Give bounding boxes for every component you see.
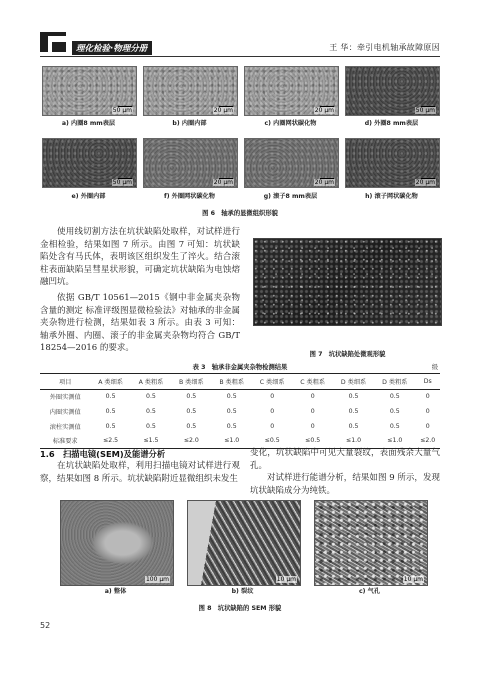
table-cell: ≤0.5 [264, 437, 280, 445]
paragraph-sem-continued-line1: 变化，坑状缺陷中可见大量裂纹，表面残余大量气孔。 [250, 448, 440, 471]
table-cell: ≤1.0 [346, 437, 362, 445]
paragraph-sem-continued [250, 447, 440, 497]
page-number: 52 [40, 621, 51, 630]
table-cell: 0.5 [348, 393, 359, 401]
table-cell: 0.5 [226, 422, 237, 430]
micrograph-c-caption: c) 内圈网状碳化物 [264, 120, 317, 127]
col-d-fine: D 类细系 [340, 378, 367, 386]
sem-caption-a: a) 整体 [104, 588, 127, 595]
col-b-fine: B 类细系 [178, 378, 204, 386]
table-cell: 0.5 [146, 393, 156, 401]
table-cell: 0 [310, 407, 315, 415]
table-cell: ≤1.0 [387, 437, 403, 445]
running-title: 王 华：牵引电机轴承故障原因 [329, 43, 440, 52]
table-cell: 0 [425, 422, 430, 430]
micrograph-b: 20 μm [143, 66, 238, 116]
micrograph-h: 20 μm [345, 138, 440, 188]
table-cell: 0.5 [226, 393, 237, 401]
col-a-coarse: A 类粗系 [138, 378, 164, 386]
col-b-coarse: B 类粗系 [219, 378, 245, 386]
col-a-fine: A 类细系 [98, 378, 123, 386]
table-cell: ≤0.5 [305, 437, 321, 445]
col-c-coarse: C 类粗系 [300, 378, 326, 386]
table-cell: 外圈实测值 [49, 394, 81, 402]
header-rule [40, 56, 440, 57]
table-cell: 0.5 [186, 422, 197, 430]
table-cell: 0.5 [186, 407, 197, 415]
table-cell: ≤2.0 [420, 437, 436, 445]
col-d-coarse: D 类粗系 [382, 378, 408, 386]
sem-caption-c: c) 气孔 [358, 588, 381, 595]
sem-image-crack: 10 μm [187, 500, 301, 586]
table-cell: 0 [270, 422, 275, 430]
column-tag: 理化检验·物理分册 [72, 41, 152, 55]
figure8-caption: 图 8 坑状缺陷的 SEM 形貌 [198, 605, 282, 612]
paragraph-eds: 对试样进行能谱分析，结果如图 9 所示，发现坑状缺陷成分为纯铁。 [250, 473, 440, 496]
micrograph-b-caption: b) 内圈内部 [172, 120, 207, 127]
table-cell: 0.5 [389, 422, 400, 430]
table-cell: 0.5 [105, 422, 116, 430]
paragraph-inclusions: 依据 GB/T 10561—2015《钢中非金属夹杂物含量的测定 标准评级图显微检验法》对轴承的非金属夹杂物进行检测，结果如表 3 所示。由表 3 可知：轴承外圈、内圈、滚子的非金属夹杂物均符合 GB/T 18254—2016 的要求。 [40, 293, 240, 354]
micrograph-h-caption: h) 滚子网状碳化物 [365, 193, 418, 200]
sem-caption-b: b) 裂纹 [231, 588, 254, 595]
table3-unit: 级 [431, 364, 438, 371]
sem-image-overall: 100 μm [60, 500, 174, 586]
table-cell: 0.5 [389, 393, 400, 401]
micrograph-e-caption: e) 外圈内部 [71, 193, 106, 200]
paragraph-metallography: 使用线切割方法在坑状缺陷处取样，对试样进行金相检验，结果如图 7 所示。由图 7 可知：坑状缺陷处含有马氏体，表明该区组织发生了淬火。结合滚柱表面缺陷呈彗星状形貌，可确定坑状缺陷为电蚀熔融凹坑。 [40, 227, 240, 288]
micrograph-d-caption: d) 外圈8 mm表层 [364, 120, 419, 127]
table-cell: 0.5 [105, 407, 116, 415]
table-cell: 0.5 [348, 422, 359, 430]
table-row [40, 404, 440, 419]
figure7-micrograph [253, 238, 442, 326]
table-cell: 0 [310, 393, 315, 401]
table-cell: 0 [425, 393, 430, 401]
table-row [40, 389, 440, 404]
table-cell: 0 [310, 422, 315, 430]
figure6-caption: 图 6 轴承的显微组织形貌 [202, 210, 278, 217]
col-c-fine: C 类细系 [259, 378, 285, 386]
table-cell: 滚柱实测值 [49, 423, 81, 431]
micrograph-e: 50 μm [42, 138, 137, 188]
table-row [40, 419, 440, 434]
sem-image-pore: 10 μm [314, 500, 428, 586]
micrograph-a-caption: a) 内圈8 mm表层 [61, 120, 116, 127]
paragraph-sem: 在坑状缺陷处取样，利用扫描电镜对试样进行观察，结果如图 8 所示。坑状缺陷附近显微组织未发生 [40, 461, 240, 484]
table3 [40, 373, 440, 449]
section-heading-sem: 1.6 扫描电镜(SEM)及能谱分析 [40, 449, 166, 459]
table-cell: ≤1.0 [224, 437, 240, 445]
table-cell: ≤2.0 [183, 437, 199, 445]
micrograph-d: 50 μm [345, 66, 440, 116]
table-cell: 0.5 [105, 393, 116, 401]
col-item: 项目 [59, 378, 72, 386]
micrograph-a: 50 μm [42, 66, 137, 116]
table-cell: 0 [270, 407, 275, 415]
table-cell: 0.5 [146, 422, 156, 430]
micrograph-g: 20 μm [244, 138, 339, 188]
table-cell: ≤1.5 [143, 437, 159, 445]
table-cell: 0.5 [348, 407, 359, 415]
table-cell: 内圈实测值 [49, 408, 81, 416]
col-ds: Ds [423, 377, 432, 385]
journal-logo-icon [40, 30, 74, 56]
micrograph-c: 20 μm [244, 66, 339, 116]
micrograph-f: 20 μm [143, 138, 238, 188]
table-cell: 标准要求 [52, 438, 78, 446]
table-cell: 0.5 [146, 407, 156, 415]
micrograph-g-caption: g) 滚子8 mm表层 [263, 193, 318, 200]
table-header-row [40, 374, 440, 390]
figure7-caption: 图 7 坑状缺陷处微观形貌 [309, 351, 386, 358]
table-cell: 0.5 [226, 407, 237, 415]
table-cell: 0 [270, 393, 275, 401]
table-cell: 0.5 [389, 407, 400, 415]
table-cell: ≤2.5 [103, 437, 119, 445]
table-cell: 0.5 [186, 393, 197, 401]
table3-title: 表 3 轴承非金属夹杂物检测结果 [192, 364, 288, 371]
micrograph-f-caption: f) 外圈网状碳化物 [164, 193, 215, 200]
table-cell: 0 [425, 407, 430, 415]
